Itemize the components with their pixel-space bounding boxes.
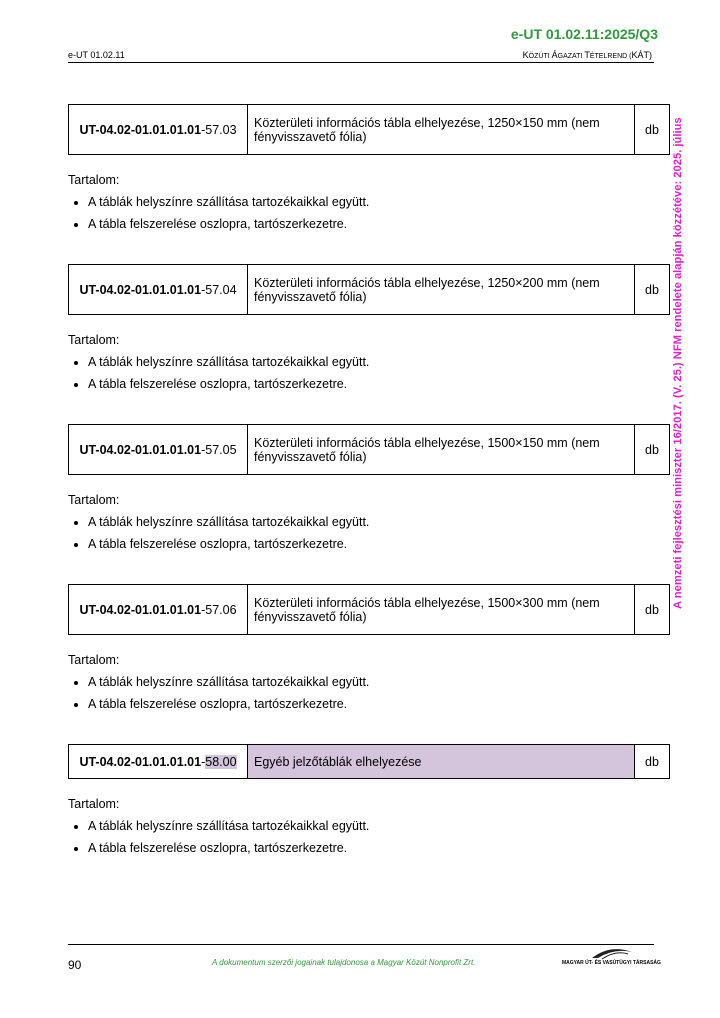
item-unit: db	[635, 585, 670, 635]
item-block	[68, 424, 670, 559]
item-description: Közterületi információs tábla elhelyezése, 1500×300 mm (nem fényvisszavető fólia)	[248, 585, 635, 635]
content-list	[68, 355, 670, 391]
header-rule	[68, 62, 654, 63]
item-code-suffix: -57.05	[201, 442, 237, 457]
item-unit: db	[635, 105, 670, 155]
header-right-part: Á	[551, 50, 558, 60]
header-right-part: KÁT	[631, 50, 649, 60]
page-number: 90	[68, 958, 82, 972]
item-table	[68, 584, 670, 635]
item-code	[69, 585, 248, 635]
item-code-suffix: -57.06	[201, 602, 237, 617]
item-code	[69, 745, 248, 779]
item-description: Közterületi információs tábla elhelyezése, 1250×150 mm (nem fényvisszavető fólia)	[248, 105, 635, 155]
content-list	[68, 819, 670, 855]
item-table	[68, 424, 670, 475]
header-right-part: )	[649, 50, 652, 60]
list-item: • A táblák helyszínre szállítása tartozékaikkal együtt.	[88, 355, 670, 369]
list-item: • A táblák helyszínre szállítása tartozékaikkal együtt.	[88, 195, 670, 209]
content-list	[68, 675, 670, 711]
list-item: • A tábla felszerelése oszlopra, tartószerkezetre.	[88, 537, 670, 551]
document-code: e-UT 01.02.11:2025/Q3	[510, 26, 658, 42]
item-block	[68, 264, 670, 399]
company-logo	[562, 946, 661, 968]
item-table	[68, 264, 670, 315]
list-item: • A táblák helyszínre szállítása tartozékaikkal együtt.	[88, 675, 670, 689]
list-item: • A tábla felszerelése oszlopra, tartószerkezetre.	[88, 377, 670, 391]
content-label: Tartalom:	[68, 653, 120, 667]
item-code	[69, 425, 248, 475]
item-code	[69, 105, 248, 155]
content-list	[68, 195, 670, 231]
item-block	[68, 584, 670, 719]
item-description: Közterületi információs tábla elhelyezése, 1500×150 mm (nem fényvisszavető fólia)	[248, 425, 635, 475]
content-label: Tartalom:	[68, 493, 120, 507]
header-right-part: T	[584, 50, 590, 60]
item-code-bold: UT-04.02-01.01.01.01	[79, 602, 202, 617]
logo-mark-icon	[562, 946, 654, 960]
item-code-bold: UT-04.02-01.01.01.01	[79, 754, 202, 769]
list-item: • A tábla felszerelése oszlopra, tartószerkezetre.	[88, 217, 670, 231]
item-description: Egyéb jelzőtáblák elhelyezése	[248, 745, 635, 779]
item-code-suffix: -57.04	[201, 282, 237, 297]
list-item: • A tábla felszerelése oszlopra, tartószerkezetre.	[88, 697, 670, 711]
item-code-number: 58.00	[205, 754, 237, 769]
item-code-bold: UT-04.02-01.01.01.01	[79, 282, 202, 297]
header-right-part: K	[522, 50, 529, 60]
header-right-part: GAZATI	[557, 53, 585, 60]
list-item: • A táblák helyszínre szállítása tartozékaikkal együtt.	[88, 819, 670, 833]
content-list	[68, 515, 670, 551]
item-unit: db	[635, 425, 670, 475]
header-left: e-UT 01.02.11	[68, 50, 125, 60]
item-description: Közterületi információs tábla elhelyezése, 1250×200 mm (nem fényvisszavető fólia)	[248, 265, 635, 315]
item-block	[68, 104, 670, 239]
item-table	[68, 744, 670, 779]
item-code-suffix: -57.03	[201, 122, 237, 137]
item-unit: db	[635, 265, 670, 315]
header-right	[523, 50, 652, 60]
content-label: Tartalom:	[68, 173, 120, 187]
list-item: • A táblák helyszínre szállítása tartozékaikkal együtt.	[88, 515, 670, 529]
copyright-note: A dokumentum szerzői jogainak tulajdonosa a Magyar Közút Nonprofit Zrt.	[212, 958, 476, 967]
item-unit: db	[635, 745, 670, 779]
logo-text: MAGYAR ÚT- ÉS VASÚTÜGYI TÁRSASÁG	[562, 960, 661, 966]
item-code-bold: UT-04.02-01.01.01.01	[79, 122, 202, 137]
item-code-dash: -	[201, 754, 206, 769]
item-table	[68, 104, 670, 155]
item-code	[69, 265, 248, 315]
list-item: • A tábla felszerelése oszlopra, tartószerkezetre.	[88, 841, 670, 855]
content-label: Tartalom:	[68, 333, 120, 347]
content-label: Tartalom:	[68, 797, 120, 811]
item-code-bold: UT-04.02-01.01.01.01	[79, 442, 202, 457]
footer-rule	[68, 944, 654, 945]
item-block	[68, 744, 670, 863]
header-right-part: ÉTELREND (	[589, 53, 632, 60]
header-right-part: ÖZÚTI	[528, 53, 552, 60]
publication-note: A nemzeti fejlesztési miniszter 16/2017. (V. 25.) NFM rendelete alapján közzétéve: 2025. július	[672, 117, 684, 609]
